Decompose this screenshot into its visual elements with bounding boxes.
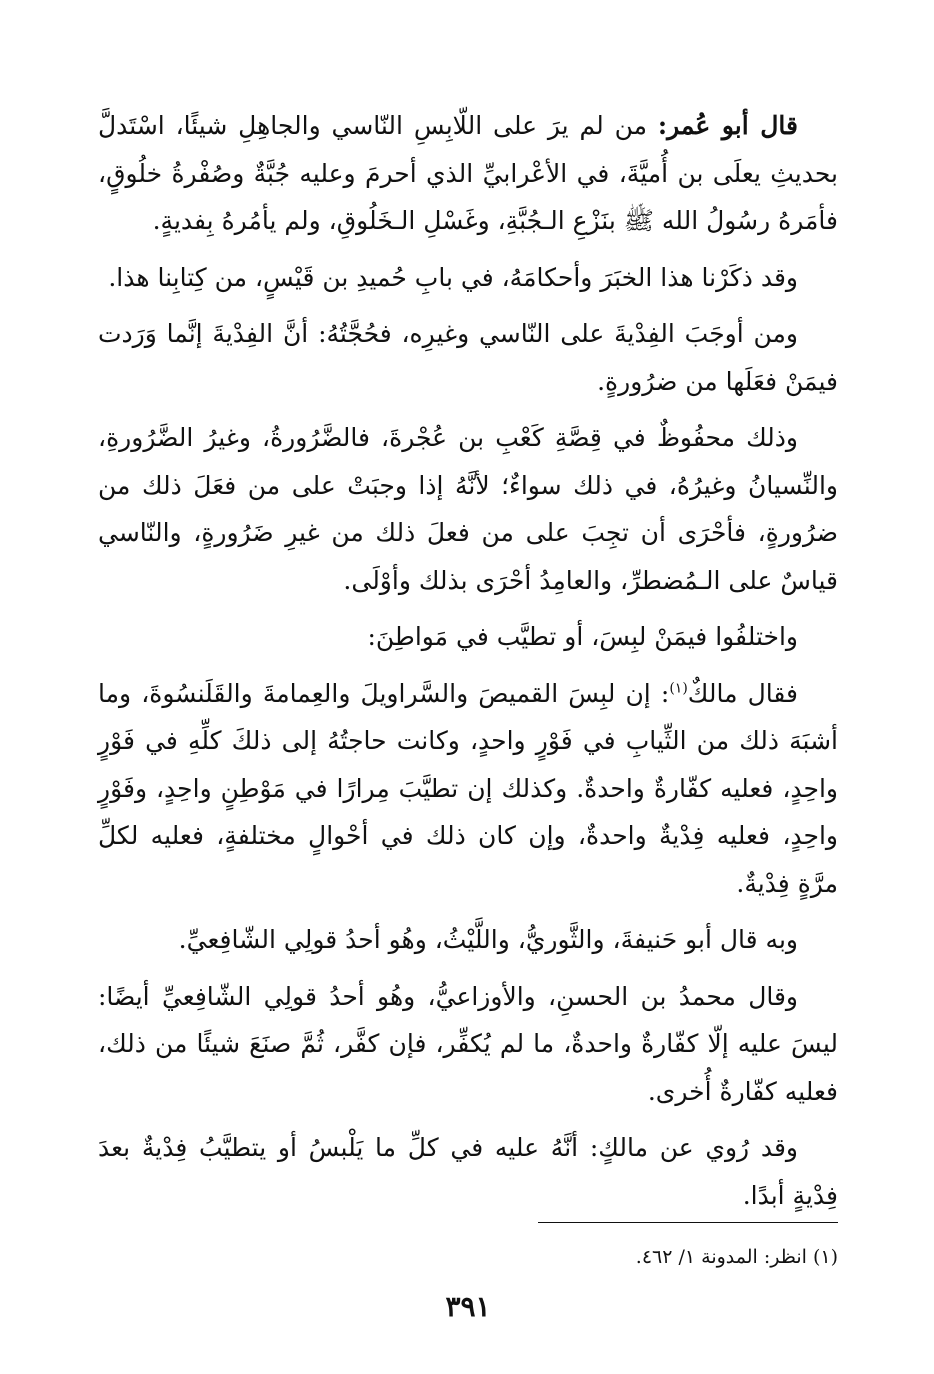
paragraph-text: وقد ذكَرْنا هذا الخبَرَ وأحكامَهُ، في بابِ حُميدِ بن قَيْسٍ، من كِتابِنا هذا.: [108, 262, 798, 292]
footnote-reference[interactable]: (١): [669, 680, 688, 697]
paragraph-3: [98, 310, 838, 405]
speaker-name: قال أبو عُمر:: [657, 111, 798, 140]
paragraph-text: وقال محمدُ بن الحسنِ، والأوزاعيُّ، وهُو أحدُ قولِي الشّافِعيِّ أيضًا: ليسَ عليه إلّا كفّارةٌ واحدةٌ، ما لم يُكفِّر، فإن كفَّر، ثُمَّ صنَعَ شيئًا من ذلك، فعليه كفّارةٌ أُخرى.: [98, 981, 838, 1106]
paragraph-text: وبه قال أبو حَنيفةَ، والثَّوريُّ، واللَّيْثُ، وهُو أحدُ قولِي الشّافِعيِّ.: [178, 925, 798, 954]
paragraph-9: [98, 1124, 838, 1219]
paragraph-1: [98, 102, 838, 245]
paragraph-text: : إن لبِسَ القميصَ والسَّراويلَ والعِمامةَ والقَلَنسُوةَ، وما أشبَهَ ذلك من الثِّيابِ في فَوْرٍ واحدٍ، وكانت حاجتُهُ إلى ذلكَ كلِّهِ في فَوْرٍ واحِدٍ، فعليه كفّارةٌ واحدةٌ. وكذلك إن تطيَّبَ مِرارًا في مَوْطِنٍ واحِدٍ، وفَوْرٍ واحِدٍ، فعليه فِدْيةٌ واحدةٌ، وإن كان ذلك في أحْوالٍ مختلفةٍ، فعليه لكلِّ مرَّةٍ فِدْيةٌ.: [98, 678, 838, 898]
paragraph-2: [98, 254, 838, 302]
paragraph-5: [98, 613, 838, 661]
paragraph-lead: فقال مالكٌ: [687, 678, 798, 708]
paragraph-7: [98, 916, 838, 964]
paragraph-6: [98, 670, 838, 908]
paragraph-text: وذلك محفُوظٌ في قِصَّةِ كَعْبِ بن عُجْرةَ، فالضَّرُورةُ، وغيرُ الضَّرُورةِ، والنِّسيانُ وغيرُهُ، في ذلك سواءٌ؛ لأنَّهُ إذا وجبَتْ على من فعَلَ ذلك من ضرُورةٍ، فأحْرَى أن تجِبَ على من فعلَ ذلك من غيرِ ضَرُورةٍ، والنّاسي قياسٌ على الـمُضطرِّ، والعامِدُ أحْرَى بذلك وأوْلَى.: [98, 423, 838, 595]
footnote-divider: [538, 1222, 838, 1223]
paragraph-4: [98, 414, 838, 604]
paragraph-8: [98, 973, 838, 1116]
paragraph-text: واختلفُوا فيمَنْ لبِسَ، أو تطيَّب في مَواطِنَ:: [367, 622, 798, 651]
page-number: ٣٩١: [445, 1290, 491, 1323]
footnote: (١) انظر: المدونة ١/ ٤٦٢.: [635, 1246, 838, 1268]
paragraph-text: من لم يرَ على اللّابِسِ النّاسي والجاهِلِ شيئًا، اسْتَدلَّ بحديثِ يعلَى بن أُميَّةَ، في الأعْرابيِّ الذي أحرمَ وعليه جُبَّةٌ وصُفْرةُ خلُوقٍ، فأمَرهُ رسُولُ الله ﷺ بنَزْعِ الـجُبَّةِ، وغَسْلِ الـخَلُوقِ، ولم يأمُرهُ بِفديةٍ.: [98, 111, 838, 235]
book-page: [98, 102, 838, 1352]
main-text: [98, 102, 838, 1219]
paragraph-text: وقد رُوي عن مالكٍ: أنَّهُ عليه في كلِّ ما يَلْبسُ أو يتطيَّبُ فِدْيةٌ بعدَ فِدْيةٍ أبدًا.: [98, 1133, 838, 1210]
paragraph-text: ومن أوجَبَ الفِدْيةَ على النّاسي وغيرِه، فحُجَّتُهُ: أنَّ الفِدْيةَ إنَّما وَرَدت فيمَنْ فعَلَها من ضرُورةٍ.: [98, 319, 838, 396]
